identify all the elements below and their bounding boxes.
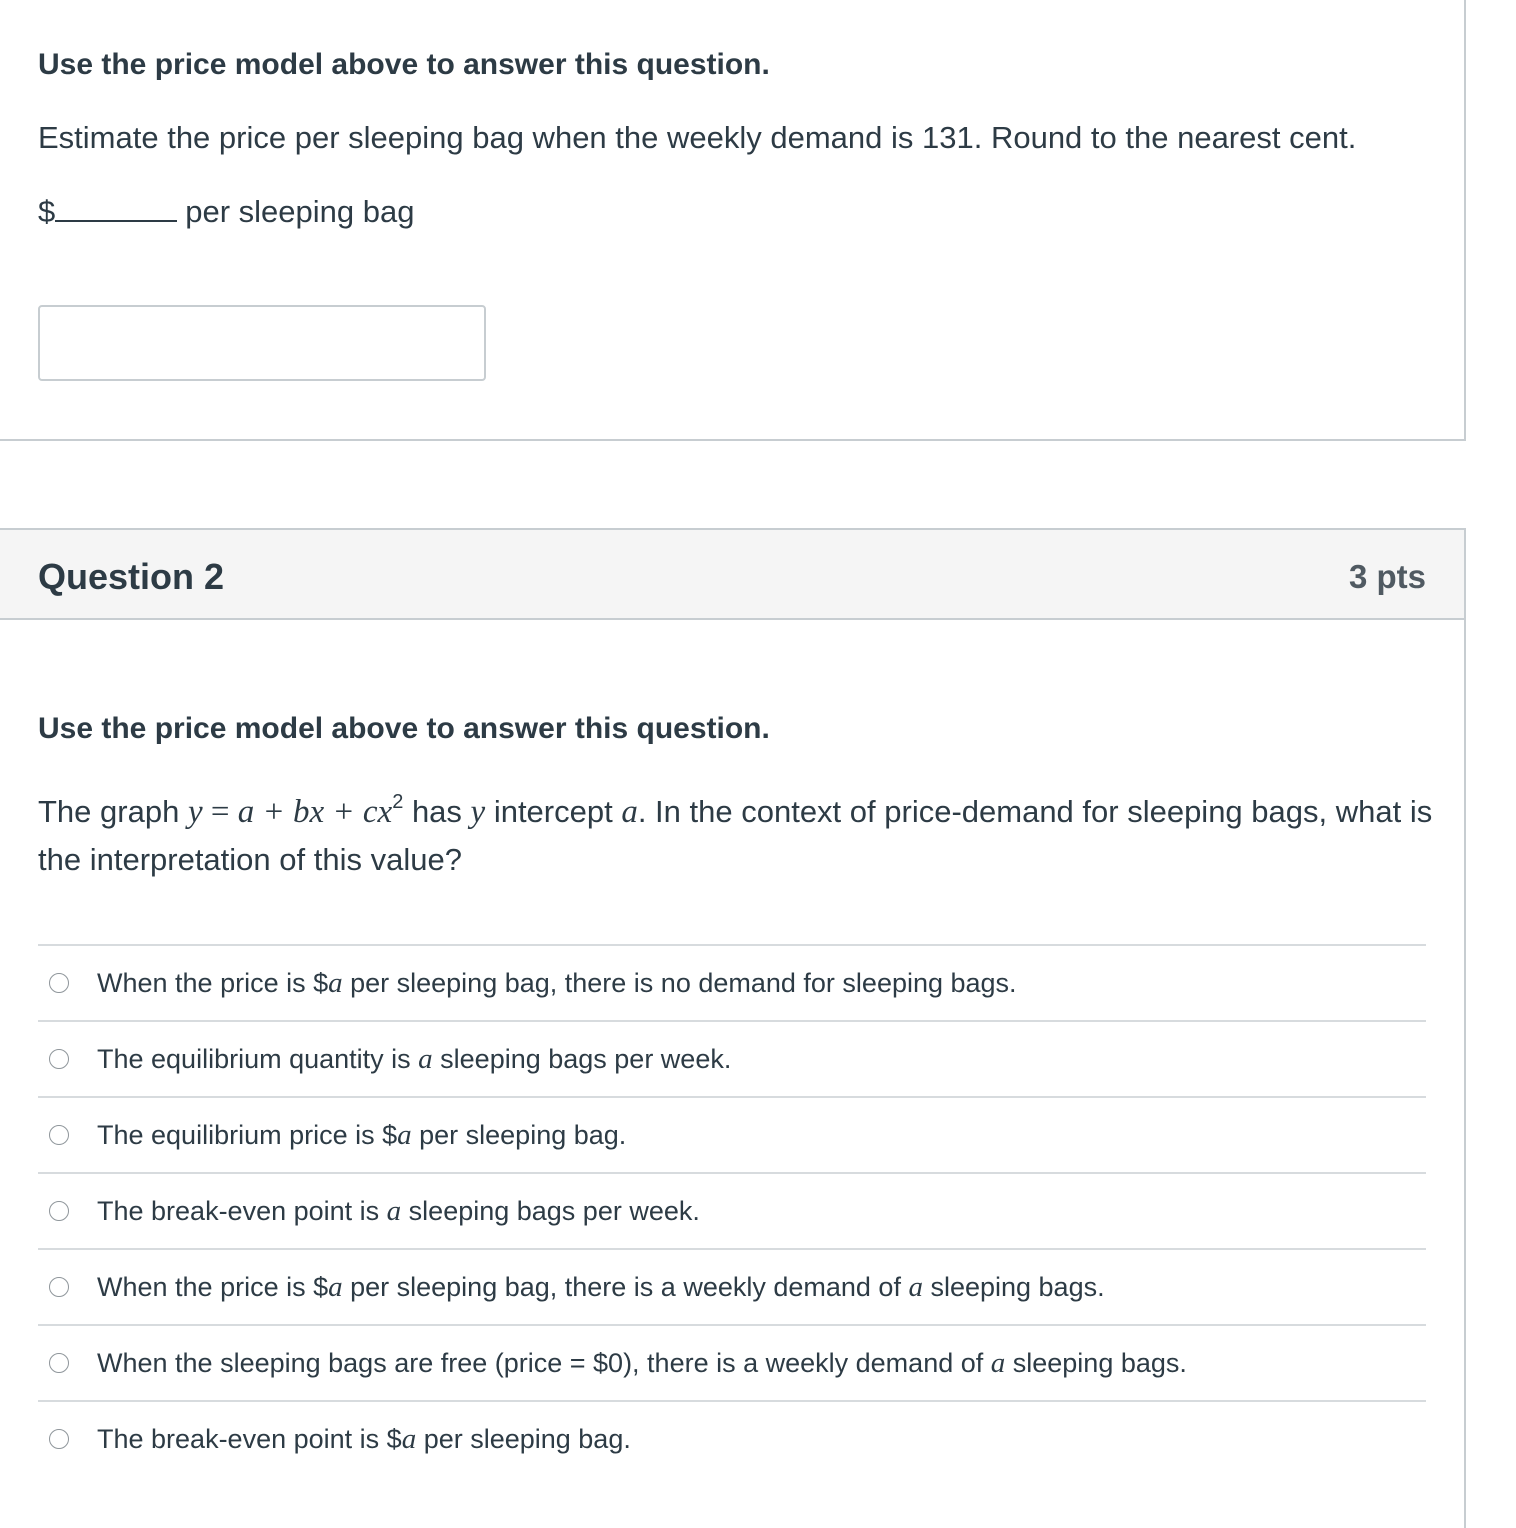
answer-option-1[interactable] bbox=[38, 944, 1426, 1020]
option-label: The equilibrium price is $a per sleeping bag. bbox=[97, 1118, 627, 1151]
radio-button[interactable] bbox=[49, 1049, 69, 1069]
question-1-panel bbox=[0, 0, 1466, 441]
radio-button[interactable] bbox=[49, 973, 69, 993]
option-label: The break-even point is $a per sleeping bag. bbox=[97, 1422, 631, 1455]
question-1-lead: Use the price model above to answer this question. bbox=[38, 48, 770, 81]
question-2-prompt bbox=[38, 778, 1438, 884]
answer-input[interactable] bbox=[38, 305, 486, 381]
question-2-panel bbox=[0, 528, 1466, 1528]
prompt-text: has bbox=[403, 794, 471, 829]
question-points: 3 pts bbox=[1348, 558, 1426, 595]
prompt-text: . In the context of price-demand for sleeping bags, what is the interpretation of this value? bbox=[38, 794, 1433, 877]
blank-underline bbox=[55, 192, 177, 222]
radio-button[interactable] bbox=[49, 1201, 69, 1221]
variable-y: y bbox=[470, 794, 486, 830]
answer-options bbox=[38, 944, 1426, 1476]
question-1-prompt: Estimate the price per sleeping bag when the weekly demand is 131. Round to the nearest cent. bbox=[38, 120, 1357, 155]
radio-button[interactable] bbox=[49, 1353, 69, 1373]
answer-option-5[interactable] bbox=[38, 1248, 1426, 1324]
answer-option-7[interactable] bbox=[38, 1400, 1426, 1476]
unit-suffix: per sleeping bag bbox=[185, 194, 415, 229]
equation-rhs: a + bx + cx bbox=[237, 794, 393, 830]
equation-lhs: y bbox=[187, 794, 203, 830]
currency-symbol: $ bbox=[38, 194, 56, 229]
equals-sign: = bbox=[202, 794, 238, 830]
answer-blank-line bbox=[38, 192, 414, 230]
question-header bbox=[0, 530, 1464, 620]
answer-option-4[interactable] bbox=[38, 1172, 1426, 1248]
prompt-text: The graph bbox=[38, 794, 188, 829]
option-label: When the price is $a per sleeping bag, there is a weekly demand of a sleeping bags. bbox=[97, 1270, 1105, 1303]
option-label: The equilibrium quantity is a sleeping bags per week. bbox=[97, 1042, 732, 1075]
option-label: The break-even point is a sleeping bags per week. bbox=[97, 1194, 700, 1227]
option-label: When the price is $a per sleeping bag, there is no demand for sleeping bags. bbox=[97, 966, 1017, 999]
radio-button[interactable] bbox=[49, 1277, 69, 1297]
equation-exponent: 2 bbox=[392, 791, 404, 813]
radio-button[interactable] bbox=[49, 1125, 69, 1145]
question-title: Question 2 bbox=[38, 556, 225, 597]
option-label: When the sleeping bags are free (price = $0), there is a weekly demand of a sleeping bags. bbox=[97, 1346, 1187, 1379]
radio-button[interactable] bbox=[49, 1429, 69, 1449]
answer-option-2[interactable] bbox=[38, 1020, 1426, 1096]
answer-option-3[interactable] bbox=[38, 1096, 1426, 1172]
answer-option-6[interactable] bbox=[38, 1324, 1426, 1400]
variable-a: a bbox=[621, 794, 638, 830]
question-2-lead: Use the price model above to answer this question. bbox=[38, 712, 770, 745]
prompt-text: intercept bbox=[485, 794, 622, 829]
